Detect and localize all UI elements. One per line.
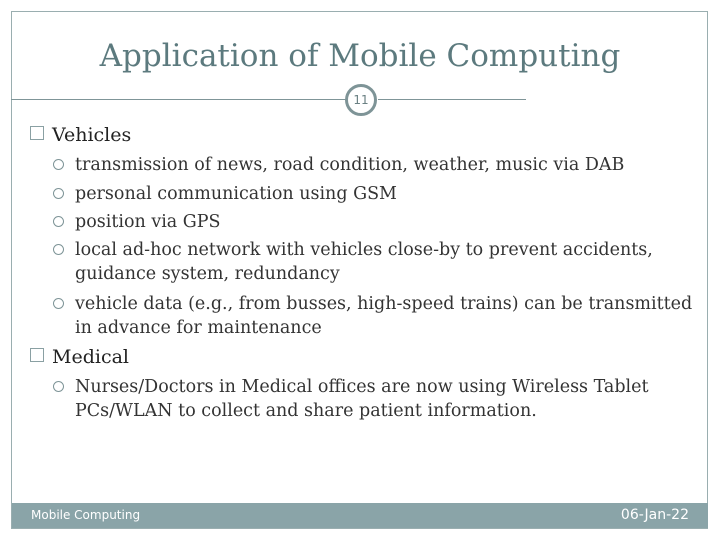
list-item: transmission of news, road condition, weather, music via DAB [53,153,693,177]
checkbox-bullet-icon [30,126,44,140]
footer-date: 06-Jan-22 [620,507,689,523]
section-heading-medical: Medical [30,345,129,369]
list-item: Nurses/Doctors in Medical offices are now using Wireless Tablet PCs/WLAN to collect and share patient information. [53,375,693,423]
page-number-badge: 11 [345,84,377,116]
ring-bullet-icon [53,188,64,199]
ring-bullet-icon [53,298,64,309]
footer-course-title: Mobile Computing [31,508,141,522]
list-item: local ad-hoc network with vehicles close-by to prevent accidents, guidance system, redundancy [53,238,693,286]
list-item: position via GPS [53,210,693,234]
ring-bullet-icon [53,159,64,170]
ring-bullet-icon [53,244,64,255]
slide-title: Application of Mobile Computing [99,38,621,74]
section-heading-vehicles: Vehicles [30,123,131,147]
footer-bar [12,503,708,528]
checkbox-bullet-icon [30,348,44,362]
list-item: vehicle data (e.g., from busses, high-speed trains) can be transmitted in advance for maintenance [53,292,693,340]
ring-bullet-icon [53,381,64,392]
ring-bullet-icon [53,216,64,227]
list-item: personal communication using GSM [53,182,693,206]
